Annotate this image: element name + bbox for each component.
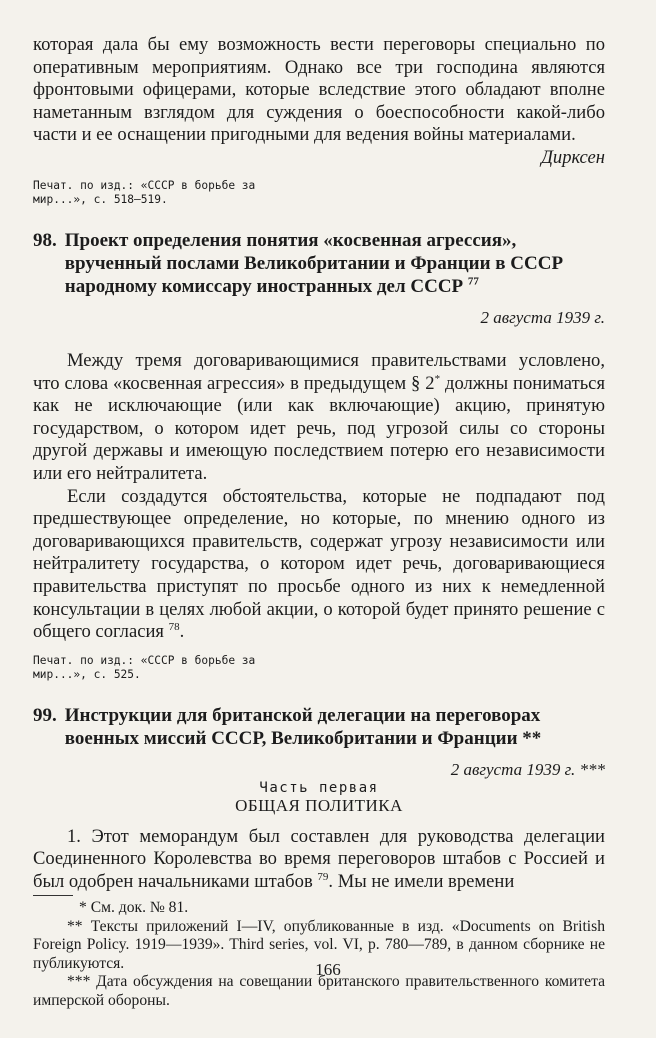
part-title: ОБЩАЯ ПОЛИТИКА bbox=[235, 795, 403, 815]
document-99-title bbox=[65, 704, 605, 750]
document-98-number: 98. bbox=[33, 229, 57, 251]
footnote-mark-1: * bbox=[434, 372, 441, 385]
document-99-heading bbox=[33, 704, 605, 750]
document-98-paragraph-1 bbox=[33, 350, 605, 486]
document-98-p1-text: Между тремя договаривающимися правительствами условлено, что слова «косвенная агрессия» в предыдущем § 2 bbox=[33, 349, 605, 394]
signature: Дирксен bbox=[541, 146, 605, 168]
document-98-title bbox=[65, 229, 605, 298]
endnote-ref-77: 77 bbox=[467, 275, 479, 288]
continuation-paragraph: которая дала бы ему возможность вести переговоры специально по оперативным мероприятиям. Однако все три господина являются фронтовыми офицерами, которые вследствие этого обладают вполне наметанным взглядом для суждения о боеспособности какой-либо части и ее оснащении пригодными для ведения войны материалами. bbox=[33, 34, 605, 146]
document-98-heading bbox=[33, 229, 605, 298]
document-99-title-text: Инструкции для британской делегации на переговорах военных миссий СССР, Великобритании и Франции bbox=[64, 704, 541, 749]
page-content bbox=[33, 34, 605, 1010]
page-number: 166 bbox=[315, 960, 341, 979]
document-98-p1-rest: должны пониматься как не исключающие (или как включающие) акцию, принятую государством, о котором идет речь, под угрозой силы со стороны другой державы и имеющую последствием потерю его независимости или его нейтралитета. bbox=[33, 372, 605, 484]
document-99-date-text: 2 августа 1939 г. bbox=[450, 759, 576, 779]
part-label: Часть первая bbox=[259, 779, 379, 796]
document-98-paragraph-2 bbox=[33, 486, 605, 644]
footnote-divider bbox=[33, 895, 73, 896]
document-99-number: 99. bbox=[33, 704, 57, 726]
document-99-date bbox=[33, 760, 605, 780]
document-98-p2-end: . bbox=[179, 621, 185, 643]
source-note-2: Печат. по изд.: «СССР в борьбе за мир...», с. 525. bbox=[33, 653, 256, 681]
document-99-paragraph-1 bbox=[33, 826, 605, 894]
document-98-title-text: Проект определения понятия «косвенная агрессия», врученный послами Великобритании и Франции в СССР народному комиссару иностранных дел СССР bbox=[64, 229, 564, 297]
footnote-2: ** Тексты приложений I—IV, опубликованные в изд. «Documents on British Foreign Policy. 1919—1939». Third series, vol. VI, p. 780—789, в данном сборнике не публикуются. bbox=[33, 917, 605, 972]
document-98-p2-text: Если создадутся обстоятельства, которые не подпадают под предшествующее определение, но которые, по мнению одного из договаривающихся правительств, содержат угрозу независимости или нейтралитету государства, о котором идет речь, договаривающиеся правительства приступят по просьбе одного из них к немедленной консультации в целях любой акции, о которой будет принято решение с общего согласия bbox=[33, 485, 605, 643]
document-99-p1-text: 1. Этот меморандум был составлен для руководства делегации Соединенного Королевства во время переговоров штабов с Россией и был одобрен начальниками штабов bbox=[33, 825, 605, 892]
footnote-1: * См. док. № 81. bbox=[79, 899, 189, 917]
source-note-1: Печат. по изд.: «СССР в борьбе за мир...», с. 518—519. bbox=[33, 178, 256, 206]
footnote-mark-3: *** bbox=[575, 759, 605, 779]
endnote-ref-79: 79 bbox=[317, 870, 329, 883]
footnote-3: *** Дата обсуждения на совещании британского правительственного комитета имперской обороны. bbox=[33, 973, 605, 1009]
footnote-mark-2: ** bbox=[522, 727, 542, 749]
document-98-date: 2 августа 1939 г. bbox=[480, 307, 605, 327]
endnote-ref-78: 78 bbox=[168, 620, 180, 633]
document-99-p1-rest: . Мы не имели времени bbox=[328, 870, 515, 892]
